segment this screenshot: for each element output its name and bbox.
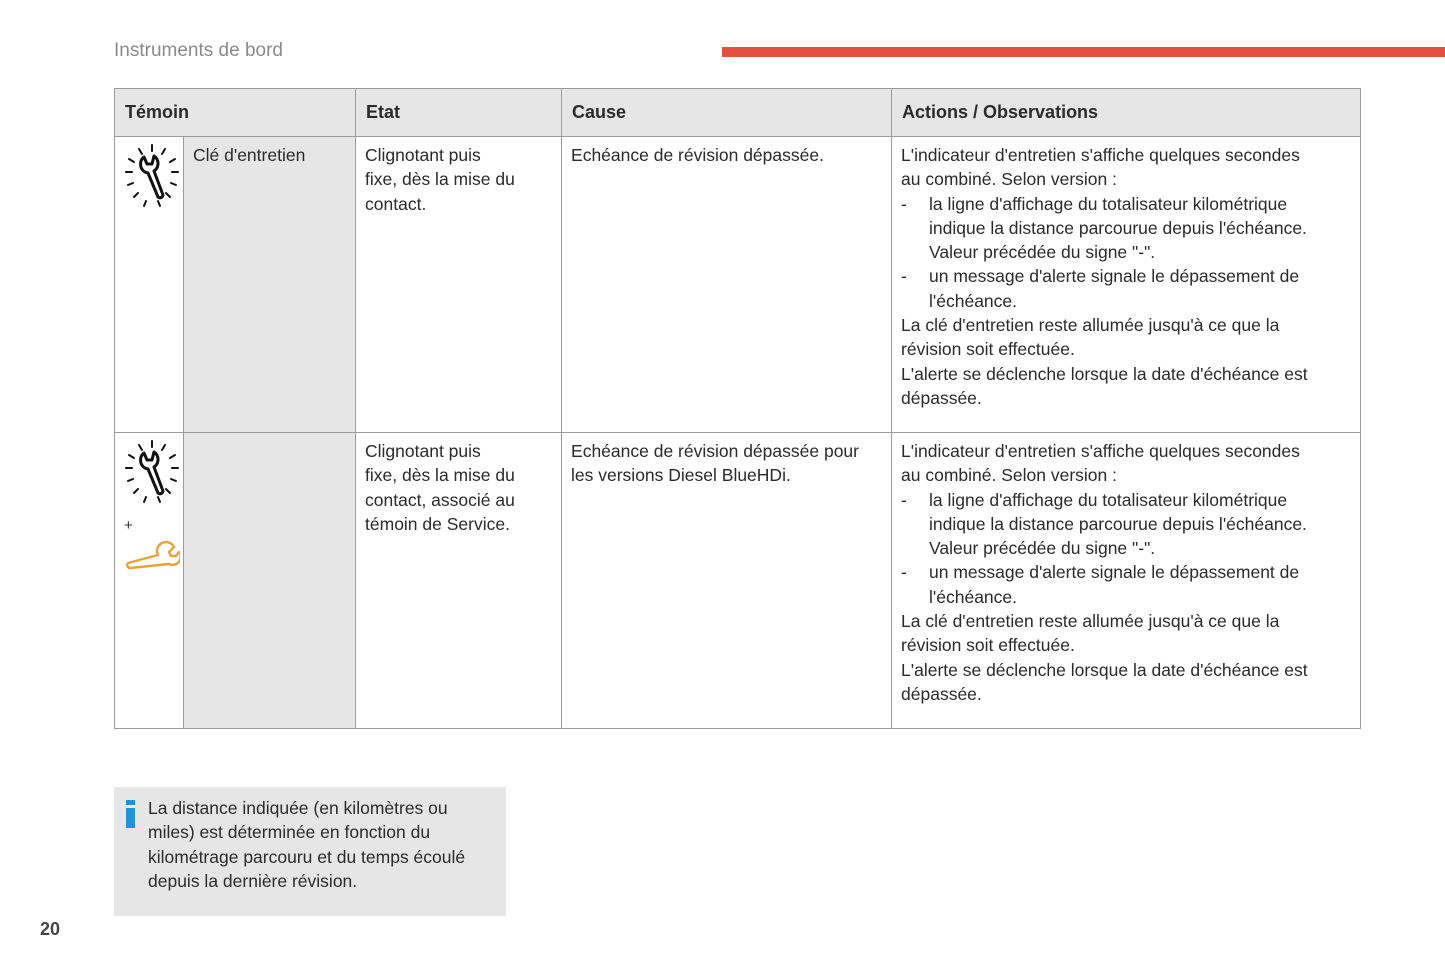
maintenance-wrench-flashing-icon xyxy=(124,195,180,215)
cause-cell: Echéance de révision dépassée. xyxy=(562,137,892,433)
page-number: 20 xyxy=(40,919,61,939)
cause-cell: Echéance de révision dépassée pour les versions Diesel BlueHDi. xyxy=(562,433,892,729)
section-title: Instruments de bord xyxy=(114,40,283,61)
header-cause: Cause xyxy=(562,89,892,137)
list-item: - un message d'alerte signale le dépassement de l'échéance. xyxy=(901,562,1300,607)
header-etat: Etat xyxy=(356,89,562,137)
actions-cell: L'indicateur d'entretien s'affiche quelques secondes au combiné. Selon version : - la ligne d'affichage du totalisateur kilométrique indique la distance parcourue depuis l'échéance. Valeur précédée du signe "-". - un message d'alerte signale le dépassement de l'échéance. La clé d'entretien reste allumée jusqu'à ce que la révision soit effectuée. L'alerte se déclenche lorsque la date d'échéance est dépassée. xyxy=(892,433,1361,729)
info-note: La distance indiquée (en kilomètres ou miles) est déterminée en fonction du kilométrage parcouru et du temps écoulé depuis la dernière révision. xyxy=(114,787,506,916)
list-item: - la ligne d'affichage du totalisateur kilométrique indique la distance parcourue depuis l'échéance. Valeur précédée du signe "-". xyxy=(901,489,1307,559)
actions-cell: L'indicateur d'entretien s'affiche quelques secondes au combiné. Selon version : - la ligne d'affichage du totalisateur kilométrique indique la distance parcourue depuis l'échéance. Valeur précédée du signe "-". - un message d'alerte signale le dépassement de l'échéance. La clé d'entretien reste allumée jusqu'à ce que la révision soit effectuée. L'alerte se déclenche lorsque la date d'échéance est dépassée. xyxy=(892,137,1361,433)
list-item: - la ligne d'affichage du totalisateur kilométrique indique la distance parcourue depuis l'échéance. Valeur précédée du signe "-". xyxy=(901,193,1307,263)
etat-cell: Clignotant puis fixe, dès la mise du contact. xyxy=(356,137,562,433)
header-actions: Actions / Observations xyxy=(892,89,1361,137)
table-row xyxy=(115,433,1361,729)
indicator-icon-cell xyxy=(115,137,184,433)
table-header-row xyxy=(115,89,1361,137)
service-wrench-icon xyxy=(124,555,180,575)
header-accent-bar xyxy=(722,47,1445,57)
indicator-name: Clé d'entretien xyxy=(184,137,356,433)
info-icon xyxy=(125,800,136,834)
indicator-icon-cell xyxy=(115,433,184,729)
etat-cell: Clignotant puis fixe, dès la mise du contact, associé au témoin de Service. xyxy=(356,433,562,729)
indicator-name xyxy=(184,433,356,729)
warning-lights-table xyxy=(114,88,1361,729)
plus-sign: + xyxy=(124,517,133,535)
table-row xyxy=(115,137,1361,433)
list-item: - un message d'alerte signale le dépassement de l'échéance. xyxy=(901,266,1300,311)
maintenance-wrench-flashing-icon xyxy=(124,491,180,511)
header-temoin: Témoin xyxy=(115,89,356,137)
